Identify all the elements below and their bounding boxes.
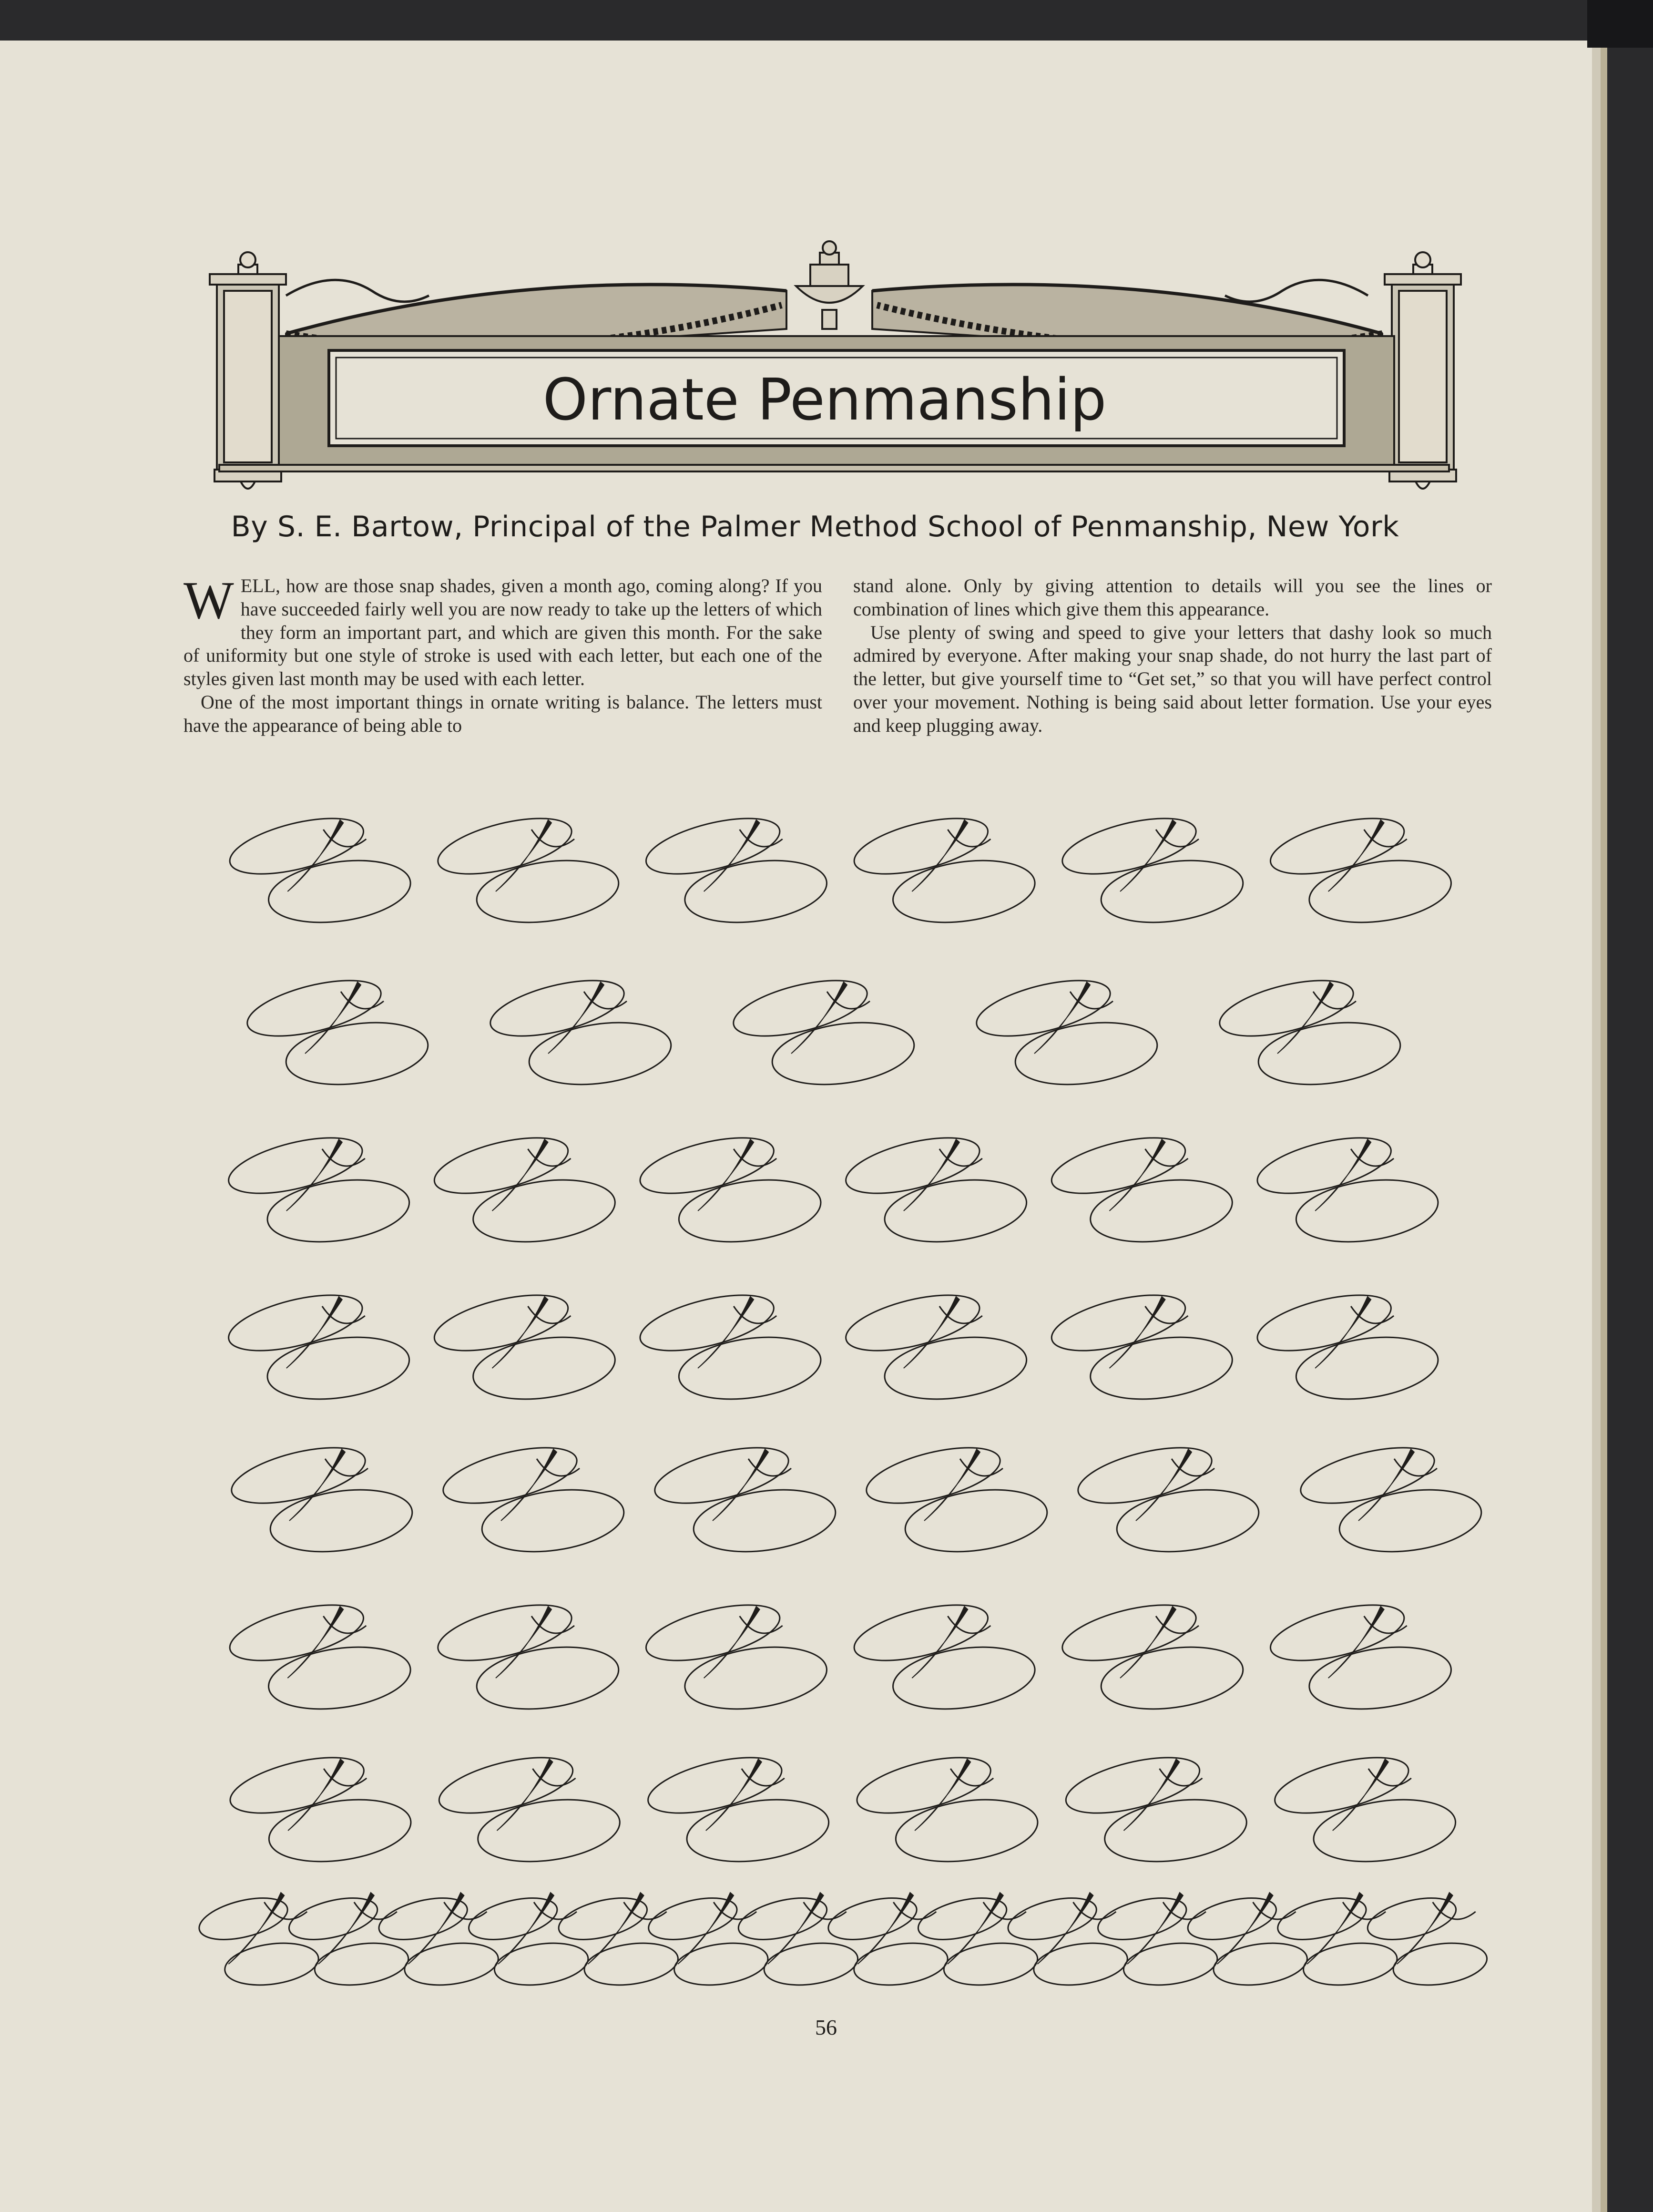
specimen-letter-x: [223, 1284, 413, 1408]
specimen-letter-q: [861, 1437, 1051, 1560]
specimen-letter-m: [1061, 1747, 1251, 1870]
specimen-letter-k: [635, 1127, 825, 1250]
byline: By S. E. Bartow, Principal of the Palmer Method School of Penmanship, New York: [231, 510, 1399, 543]
specimen-row-9: [195, 1890, 1490, 1990]
specimen-letter-x: [635, 1284, 825, 1408]
specimen-letter-h: [224, 808, 415, 931]
specimen-row-4: [223, 1284, 1442, 1408]
specimen-letter-x: [1252, 1284, 1442, 1408]
specimen-letter-k: [1252, 1127, 1442, 1250]
paragraph-2: One of the most important things in ornate writing is balance. The letters must have the appearance of being able to: [184, 691, 822, 736]
specimen-letter-m: [1269, 1747, 1459, 1870]
specimen-row-6: [1296, 1437, 1486, 1560]
specimen-letter-z: [641, 1594, 831, 1718]
specimen-letter-x: [429, 1284, 619, 1408]
specimen-letter-k: [429, 1127, 619, 1250]
lead-in: ELL,: [240, 575, 281, 596]
drop-cap: W: [184, 571, 234, 630]
specimen-letter-m: [852, 1747, 1042, 1870]
specimen-letter-n: [485, 970, 675, 1093]
paragraph-3: stand alone. Only by giving attention to details will you see the lines or combination of lines which give them this appearance.: [853, 575, 1492, 620]
specimen-letter-n: [971, 970, 1162, 1093]
specimen-letter-m: [434, 1747, 624, 1870]
specimen-letter-k: [223, 1127, 413, 1250]
specimen-letter-n: [1214, 970, 1405, 1093]
specimen-letter-h: [433, 808, 623, 931]
specimen-letter-h: [849, 808, 1039, 931]
specimen-letter-z: [1057, 1594, 1247, 1718]
specimen-letter-n: [728, 970, 918, 1093]
specimen-letter-z: [849, 1594, 1039, 1718]
specimen-letter-q: [650, 1437, 840, 1560]
specimen-letter-h: [195, 1890, 321, 1990]
specimen-letter-k: [1046, 1127, 1236, 1250]
specimen-row-2: [242, 970, 1405, 1093]
specimen-row-3: [223, 1127, 1442, 1250]
page-number: 56: [815, 2015, 837, 2039]
specimen-letter-q: [226, 1437, 417, 1560]
specimen-letter-x: [840, 1284, 1031, 1408]
specimen-row-8: [225, 1747, 1459, 1870]
specimen-letter-x: [1046, 1284, 1236, 1408]
specimen-row-5: [226, 1437, 1263, 1560]
specimen-row-7: [224, 1594, 1455, 1718]
specimen-letter-h: [1057, 808, 1247, 931]
specimen-row-1: [224, 808, 1455, 931]
paragraph-4: Use plenty of swing and speed to give your letters that dashy look so much admired by everyone. After making your snap shade, do not hurry the last part of the letter, but give yourself time to “Get set,” so that you will have perfect control over your movement. Nothing is being said about letter formation. Use your eyes and keep plugging away.: [853, 621, 1492, 736]
specimen-letter-h: [1265, 808, 1455, 931]
specimen-letter-q: [438, 1437, 628, 1560]
specimen-letter-q: [1073, 1437, 1263, 1560]
specimen-letter-z: [1265, 1594, 1455, 1718]
specimen-letter-k: [840, 1127, 1031, 1250]
specimen-letter-t: [1296, 1437, 1486, 1560]
specimen-letter-m: [643, 1747, 833, 1870]
page-title: Ornate Penmanship: [542, 367, 1107, 433]
specimen-letter-n: [242, 970, 432, 1093]
specimen-letter-z: [433, 1594, 623, 1718]
specimen-letter-h: [641, 808, 831, 931]
paragraph-1: how are those snap shades, given a month ago, coming along? If you have succeeded fairly well you are now ready to take up the letters of which they form an important part, and which are given this month. For the sake of uniformity but one style of stroke is used with each letter, but each one of the styles given last month may be used with each letter.: [184, 575, 822, 690]
specimen-letter-m: [225, 1747, 415, 1870]
specimen-letter-z: [224, 1594, 415, 1718]
